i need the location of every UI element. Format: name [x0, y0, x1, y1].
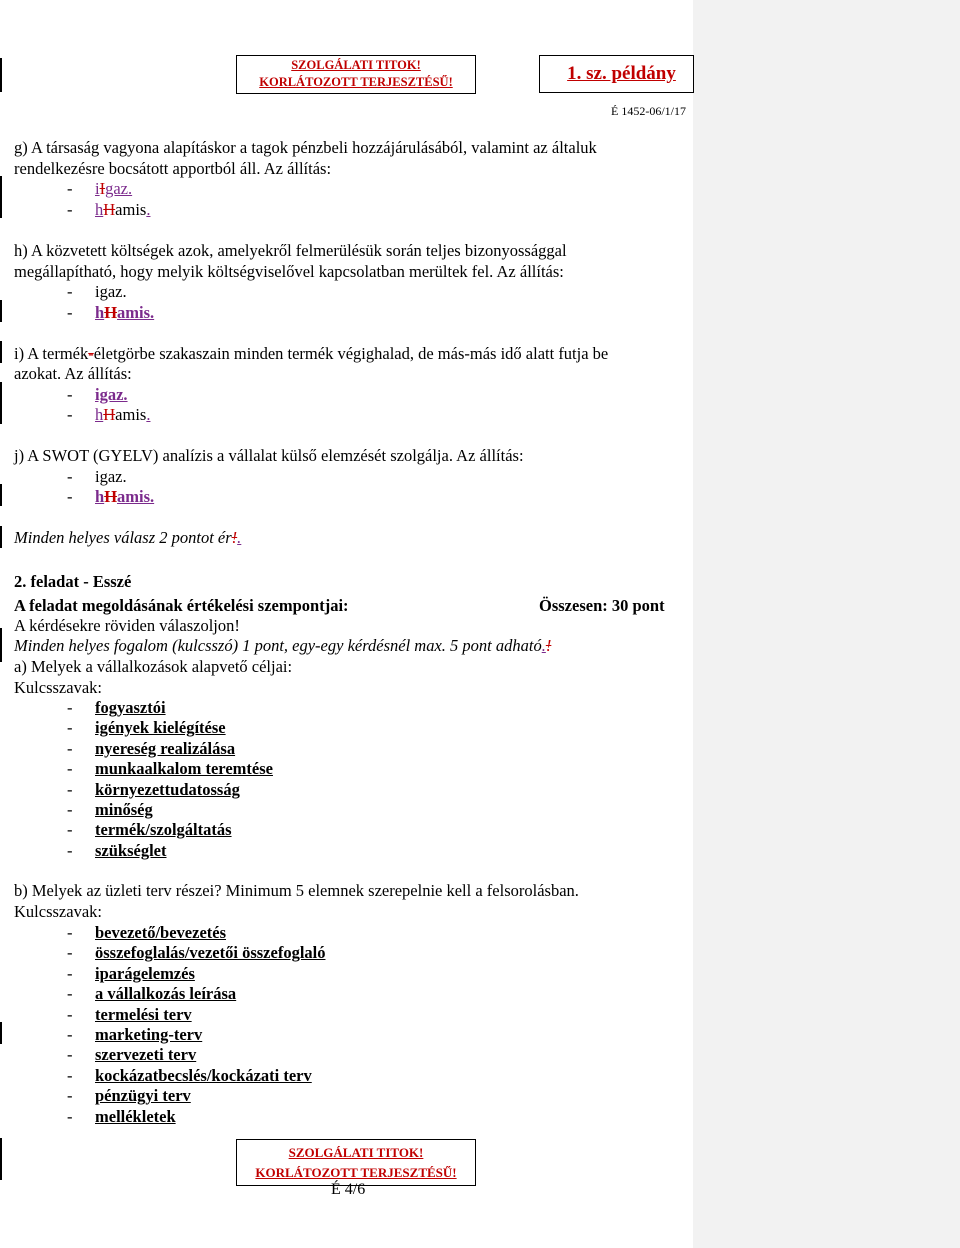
question-h-option-true: - igaz. [67, 282, 127, 301]
classification-box [236, 55, 476, 94]
keyword-item: - nyereség realizálása [67, 738, 236, 758]
task-2-scoring: Minden helyes fogalom (kulcsszó) 1 pont, egy-egy kérdésnél max. 5 pont adható.! [14, 636, 552, 655]
question-i-option-true: - igaz. [67, 385, 128, 404]
question-j-option-false: - hHamis. [67, 487, 155, 506]
keyword-item: - mellékletek [67, 1106, 176, 1126]
keyword-text: szervezeti terv [95, 1045, 197, 1065]
change-bar [0, 1022, 2, 1044]
keywords-label-b: Kulcsszavak: [14, 902, 102, 921]
change-bar [0, 628, 2, 662]
keyword-text: termelési terv [95, 1004, 192, 1024]
keyword-item: - termék/szolgáltatás [67, 820, 232, 840]
keyword-item: - környezettudatosság [67, 779, 240, 799]
question-j-line-1: j) A SWOT (GYELV) analízis a vállalat külső elemzését szolgálja. Az állítás: [14, 446, 524, 465]
question-g-line-2: rendelkezésre bocsátott apportból áll. Az állítás: [14, 159, 332, 178]
keyword-item: - marketing-terv [67, 1025, 203, 1044]
change-bar [0, 526, 2, 548]
question-g-line-1: g) A társaság vagyona alapításkor a tagok pénzbeli hozzájárulásából, valamint az általuk [14, 138, 597, 157]
keyword-text: környezettudatosság [95, 779, 240, 799]
question-j-option-true: - igaz. [67, 467, 127, 486]
keyword-text: minőség [95, 800, 153, 819]
classification-line-1: SZOLGÁLATI TITOK! [291, 58, 421, 72]
change-bar [0, 341, 2, 363]
change-bar [0, 300, 2, 322]
keyword-item: - minőség [67, 800, 153, 819]
document-code: É 1452-06/1/17 [611, 104, 686, 118]
keyword-item: - fogyasztói [67, 698, 166, 717]
keyword-item: - szükséglet [67, 840, 167, 860]
keyword-item: - a vállalkozás leírása [67, 984, 237, 1004]
question-h-line-1: h) A közvetett költségek azok, amelyekről felmerülésük során teljes bizonyossággal [14, 241, 567, 260]
keyword-text: kockázatbecslés/kockázati terv [95, 1065, 312, 1085]
question-h-line-2: megállapítható, hogy melyik költségviselővel kapcsolatban merültek fel. Az állítás: [14, 262, 564, 281]
keyword-text: a vállalkozás leírása [95, 984, 237, 1004]
footer-classification-line-1: SZOLGÁLATI TITOK! [288, 1145, 424, 1160]
keyword-text: fogyasztói [95, 698, 166, 717]
page-number: É 4/6 [331, 1181, 366, 1198]
keyword-text: szükséglet [95, 840, 167, 860]
keyword-text: iparágelemzés [95, 963, 195, 983]
keyword-text: igények kielégítése [95, 718, 226, 738]
keyword-text: mellékletek [95, 1106, 176, 1126]
keyword-item: - kockázatbecslés/kockázati terv [67, 1065, 312, 1085]
total-points: Összesen: 30 pont [539, 596, 665, 615]
keyword-item: - iparágelemzés [67, 963, 195, 983]
keywords-label-a: Kulcsszavak: [14, 678, 102, 697]
question-g-option-true: - iIgaz. [67, 179, 133, 198]
evaluation-criteria: A feladat megoldásának értékelési szempontjai: [14, 596, 349, 615]
classification-line-2: KORLÁTOZOTT TERJESZTÉSŰ! [259, 75, 453, 89]
keyword-item: - bevezető/bevezetés [67, 923, 227, 942]
scoring-note: Minden helyes válasz 2 pontot ér!. [14, 528, 242, 547]
question-h-option-false: - hHamis. [67, 303, 155, 322]
keyword-text: munkaalkalom teremtése [95, 759, 273, 779]
change-bar [0, 484, 2, 506]
question-i-option-false: - hHamis. [67, 405, 151, 424]
keyword-item: - szervezeti terv [67, 1045, 197, 1065]
keyword-item: - munkaalkalom teremtése [67, 759, 273, 779]
keyword-text: marketing-terv [95, 1025, 203, 1044]
keyword-text: összefoglalás/vezetői összefoglaló [95, 943, 326, 963]
change-bar [0, 1138, 2, 1180]
keyword-text: nyereség realizálása [95, 738, 236, 758]
change-bar [0, 58, 2, 92]
keyword-item: - termelési terv [67, 1004, 192, 1024]
copy-number: 1. sz. példány [567, 63, 676, 84]
keyword-item: - összefoglalás/vezetői összefoglaló [67, 943, 326, 963]
keyword-text: termék/szolgáltatás [95, 820, 232, 840]
task-2-title: 2. feladat - Esszé [14, 572, 132, 591]
copy-number-box [539, 55, 694, 93]
question-i-line-1: i) A termék-életgörbe szakaszain minden termék végighalad, de más-más idő alatt futja be [14, 344, 609, 363]
change-bar [0, 382, 2, 424]
footer-classification-line-2: KORLÁTOZOTT TERJESZTÉSŰ! [255, 1165, 457, 1180]
keyword-text: bevezető/bevezetés [95, 923, 227, 942]
keyword-item: - igények kielégítése [67, 718, 226, 738]
change-bar [0, 176, 2, 218]
footer-classification-box [236, 1139, 476, 1186]
keyword-item: - pénzügyi terv [67, 1086, 191, 1106]
question-a: a) Melyek a vállalkozások alapvető céljai: [14, 657, 293, 676]
question-g-option-false: - hHamis. [67, 200, 151, 219]
question-b: b) Melyek az üzleti terv részei? Minimum 5 elemnek szerepelnie kell a felsorolásban. [14, 881, 579, 900]
comment-pane [693, 0, 960, 1248]
question-i-line-2: azokat. Az állítás: [14, 364, 132, 383]
keyword-text: pénzügyi terv [95, 1086, 191, 1106]
task-2-instruction: A kérdésekre röviden válaszoljon! [14, 616, 240, 635]
